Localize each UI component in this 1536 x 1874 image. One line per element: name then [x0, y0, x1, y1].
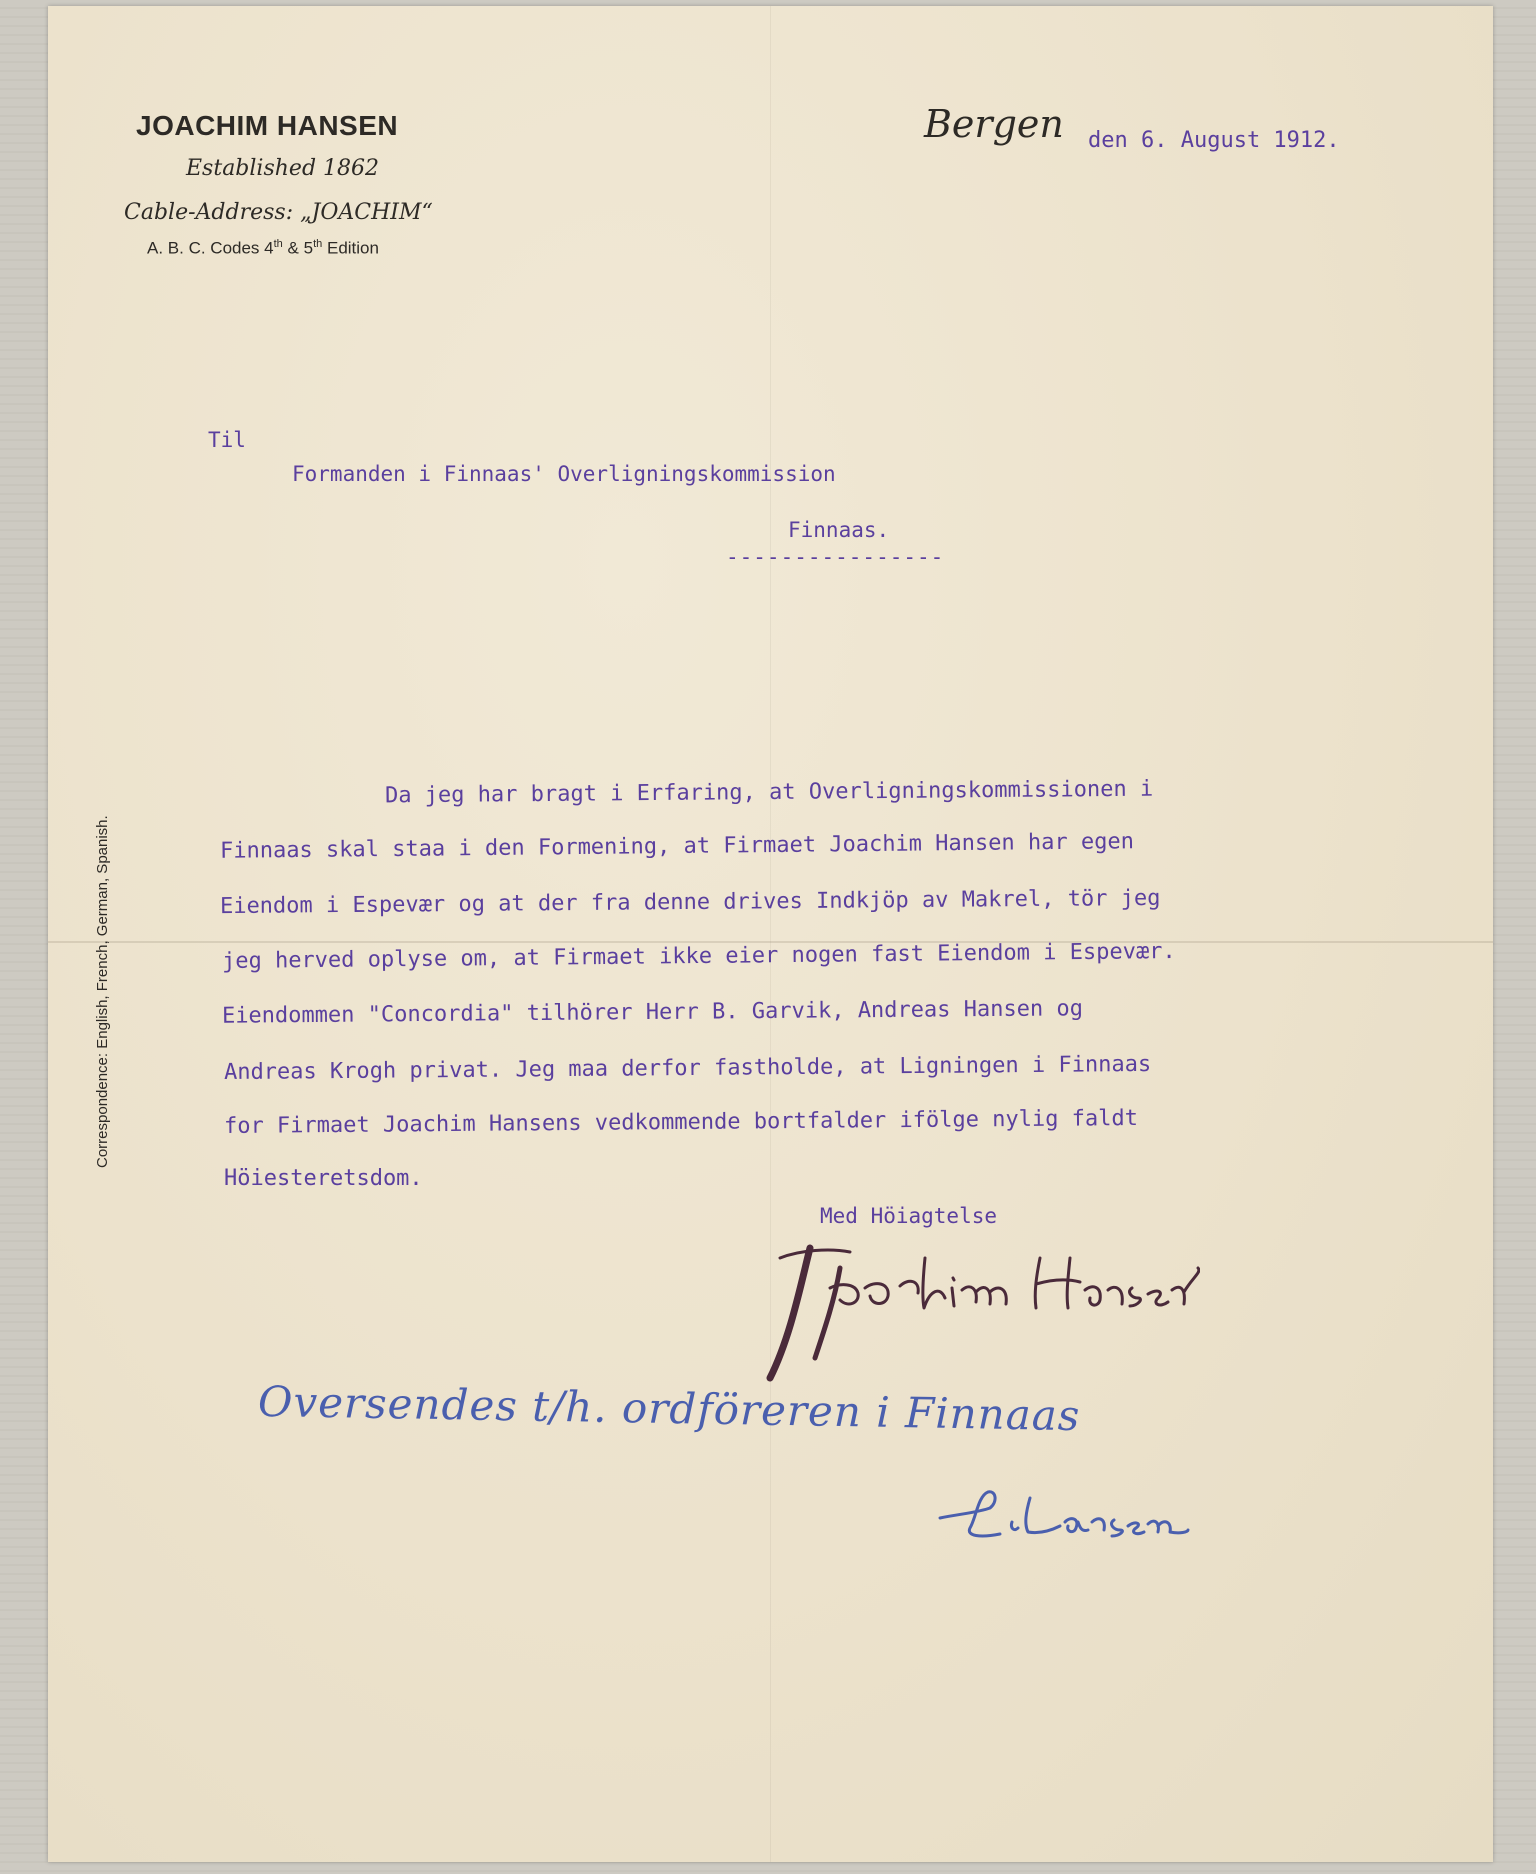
body-line: Eiendom i Espevær og at der fra denne drives Indkjöp av Makrel, tör jeg — [219, 885, 1161, 920]
body-line: Eiendommen "Concordia" tilhörer Herr B. Garvik, Andreas Hansen og — [221, 996, 1084, 1029]
annotation-signature — [930, 1478, 1190, 1558]
codes-suffix: Edition — [322, 238, 379, 258]
date-city: Bergen — [924, 102, 1064, 146]
body-line: Andreas Krogh privat. Jeg maa derfor fastholde, at Ligningen i Finnaas — [223, 1051, 1152, 1086]
letterhead-codes — [147, 238, 379, 259]
recipient-line-2: Finnaas. — [788, 518, 890, 542]
body-line: Da jeg har bragt i Erfaring, at Overligningskommissionen i — [384, 776, 1154, 809]
correspondence-languages: Correspondence: English, French, German, Spanish. — [94, 815, 111, 1168]
body-line: for Firmaet Joachim Hansens vedkommende bortfalder ifölge nylig faldt — [223, 1106, 1139, 1139]
codes-sup-1: th — [273, 238, 283, 250]
codes-prefix: A. B. C. Codes 4 — [147, 238, 274, 258]
letterhead-established: Established 1862 — [186, 156, 380, 181]
fold-line-vertical — [770, 6, 771, 1862]
letterhead-cable-address: Cable-Address: „JOACHIM“ — [124, 200, 433, 225]
signature-joachim-hansen — [740, 1228, 1200, 1388]
letter-sheet — [48, 6, 1493, 1862]
codes-mid: & 5 — [287, 238, 314, 258]
closing: Med Höiagtelse — [820, 1204, 998, 1228]
recipient-line-1: Formanden i Finnaas' Overligningskommission — [292, 462, 836, 486]
body-line: jeg herved oplyse om, at Firmaet ikke eier nogen fast Eiendom i Espevær. — [221, 939, 1176, 974]
codes-sup-2: th — [313, 238, 323, 250]
recipient-underline: ---------------- — [726, 545, 945, 569]
date-text: den 6. August 1912. — [1088, 128, 1340, 153]
body-line: Höiesteretsdom. — [224, 1166, 423, 1191]
annotation-text: Oversendes t/h. ordföreren i Finnaas — [257, 1376, 1081, 1441]
letterhead-company: JOACHIM HANSEN — [136, 110, 399, 141]
body-line: Finnaas skal staa i den Formening, at Firmaet Joachim Hansen har egen — [219, 829, 1135, 864]
recipient-to: Til — [208, 428, 246, 452]
